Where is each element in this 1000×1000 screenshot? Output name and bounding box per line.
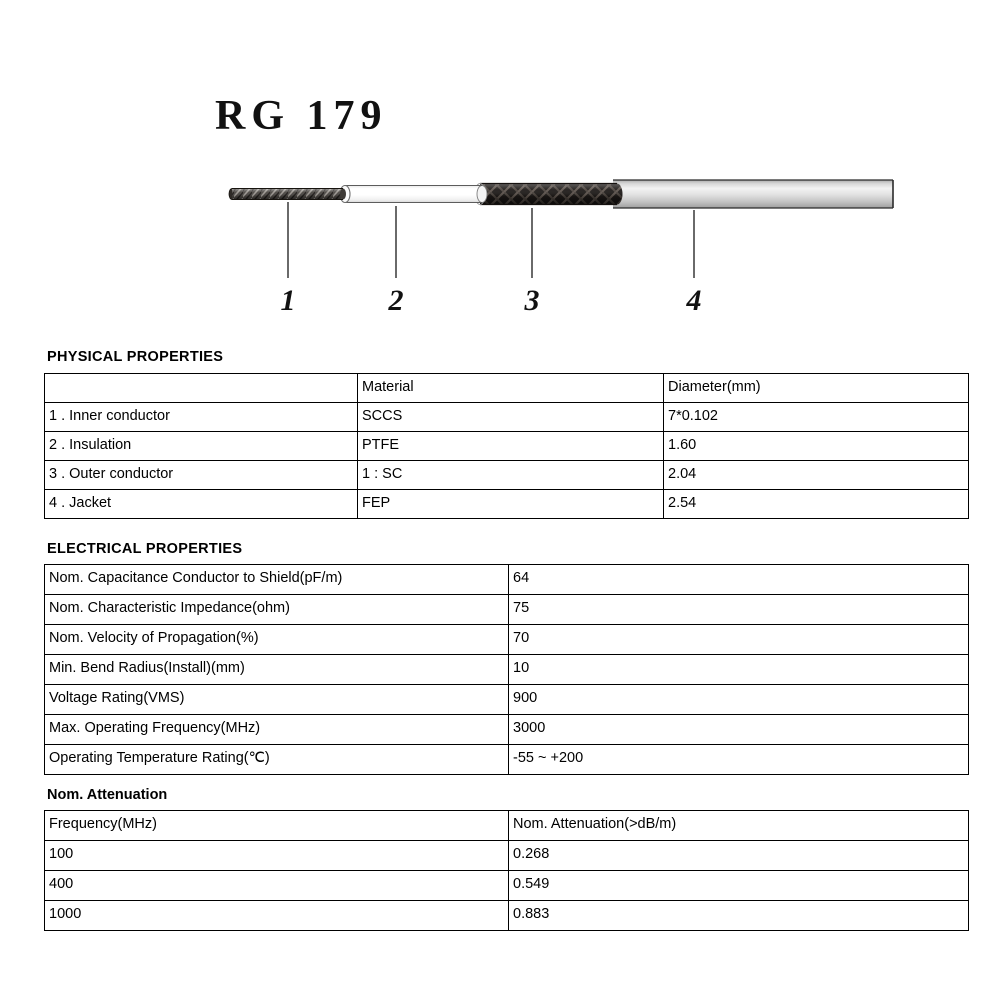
cell-value: 75 bbox=[509, 595, 969, 625]
callout-number-4: 4 bbox=[686, 284, 702, 317]
column-header-item bbox=[45, 374, 358, 403]
table-row bbox=[45, 461, 969, 490]
cell-value: 900 bbox=[509, 685, 969, 715]
table-header-row bbox=[45, 374, 969, 403]
electrical-properties-table bbox=[44, 564, 969, 775]
cell-value: 10 bbox=[509, 655, 969, 685]
cell-material: 1 : SC bbox=[358, 461, 664, 490]
cell-frequency: 1000 bbox=[45, 901, 509, 931]
attenuation-table bbox=[44, 810, 969, 931]
callout-number-2: 2 bbox=[388, 284, 404, 317]
cell-label: Operating Temperature Rating(℃) bbox=[45, 745, 509, 775]
cell-attenuation: 0.883 bbox=[509, 901, 969, 931]
cell-material: PTFE bbox=[358, 432, 664, 461]
cell-value: 64 bbox=[509, 565, 969, 595]
cell-material: SCCS bbox=[358, 403, 664, 432]
cell-material: FEP bbox=[358, 490, 664, 519]
cell-item: 1 . Inner conductor bbox=[45, 403, 358, 432]
cell-item: 3 . Outer conductor bbox=[45, 461, 358, 490]
table-row bbox=[45, 490, 969, 519]
cable-layer-jacket bbox=[613, 180, 893, 208]
cable-layer-inner-conductor bbox=[229, 189, 346, 200]
table-row bbox=[45, 871, 969, 901]
column-header-attenuation: Nom. Attenuation(>dB/m) bbox=[509, 811, 969, 841]
table-row bbox=[45, 625, 969, 655]
cell-label: Nom. Capacitance Conductor to Shield(pF/m) bbox=[45, 565, 509, 595]
table-row bbox=[45, 432, 969, 461]
callout-number-3: 3 bbox=[524, 284, 540, 317]
cell-value: -55 ~ +200 bbox=[509, 745, 969, 775]
cell-item: 2 . Insulation bbox=[45, 432, 358, 461]
callout-leader-lines bbox=[288, 202, 694, 278]
table-row bbox=[45, 565, 969, 595]
column-header-material: Material bbox=[358, 374, 664, 403]
cell-label: Voltage Rating(VMS) bbox=[45, 685, 509, 715]
attenuation-heading: Nom. Attenuation bbox=[47, 787, 168, 803]
cell-label: Nom. Velocity of Propagation(%) bbox=[45, 625, 509, 655]
cell-label: Nom. Characteristic Impedance(ohm) bbox=[45, 595, 509, 625]
column-header-diameter: Diameter(mm) bbox=[664, 374, 969, 403]
cell-frequency: 100 bbox=[45, 841, 509, 871]
table-header-row bbox=[45, 811, 969, 841]
physical-properties-heading: PHYSICAL PROPERTIES bbox=[47, 349, 224, 365]
table-row bbox=[45, 595, 969, 625]
cable-layer-outer-conductor bbox=[475, 184, 623, 205]
electrical-properties-heading: ELECTRICAL PROPERTIES bbox=[47, 541, 243, 557]
cell-attenuation: 0.549 bbox=[509, 871, 969, 901]
cell-diameter: 1.60 bbox=[664, 432, 969, 461]
cell-item: 4 . Jacket bbox=[45, 490, 358, 519]
table-row bbox=[45, 841, 969, 871]
cell-value: 70 bbox=[509, 625, 969, 655]
table-row bbox=[45, 685, 969, 715]
cell-diameter: 7*0.102 bbox=[664, 403, 969, 432]
page-title: RG 179 bbox=[215, 93, 388, 139]
callout-number-1: 1 bbox=[280, 284, 296, 317]
cell-value: 3000 bbox=[509, 715, 969, 745]
cell-diameter: 2.04 bbox=[664, 461, 969, 490]
cell-attenuation: 0.268 bbox=[509, 841, 969, 871]
cell-diameter: 2.54 bbox=[664, 490, 969, 519]
table-row bbox=[45, 403, 969, 432]
physical-properties-table bbox=[44, 373, 969, 519]
cable-layer-insulation bbox=[340, 186, 487, 203]
table-row bbox=[45, 715, 969, 745]
table-row bbox=[45, 655, 969, 685]
table-row bbox=[45, 901, 969, 931]
cell-label: Min. Bend Radius(Install)(mm) bbox=[45, 655, 509, 685]
cell-frequency: 400 bbox=[45, 871, 509, 901]
cell-label: Max. Operating Frequency(MHz) bbox=[45, 715, 509, 745]
column-header-frequency: Frequency(MHz) bbox=[45, 811, 509, 841]
coaxial-cable-diagram bbox=[0, 150, 1000, 330]
table-row bbox=[45, 745, 969, 775]
